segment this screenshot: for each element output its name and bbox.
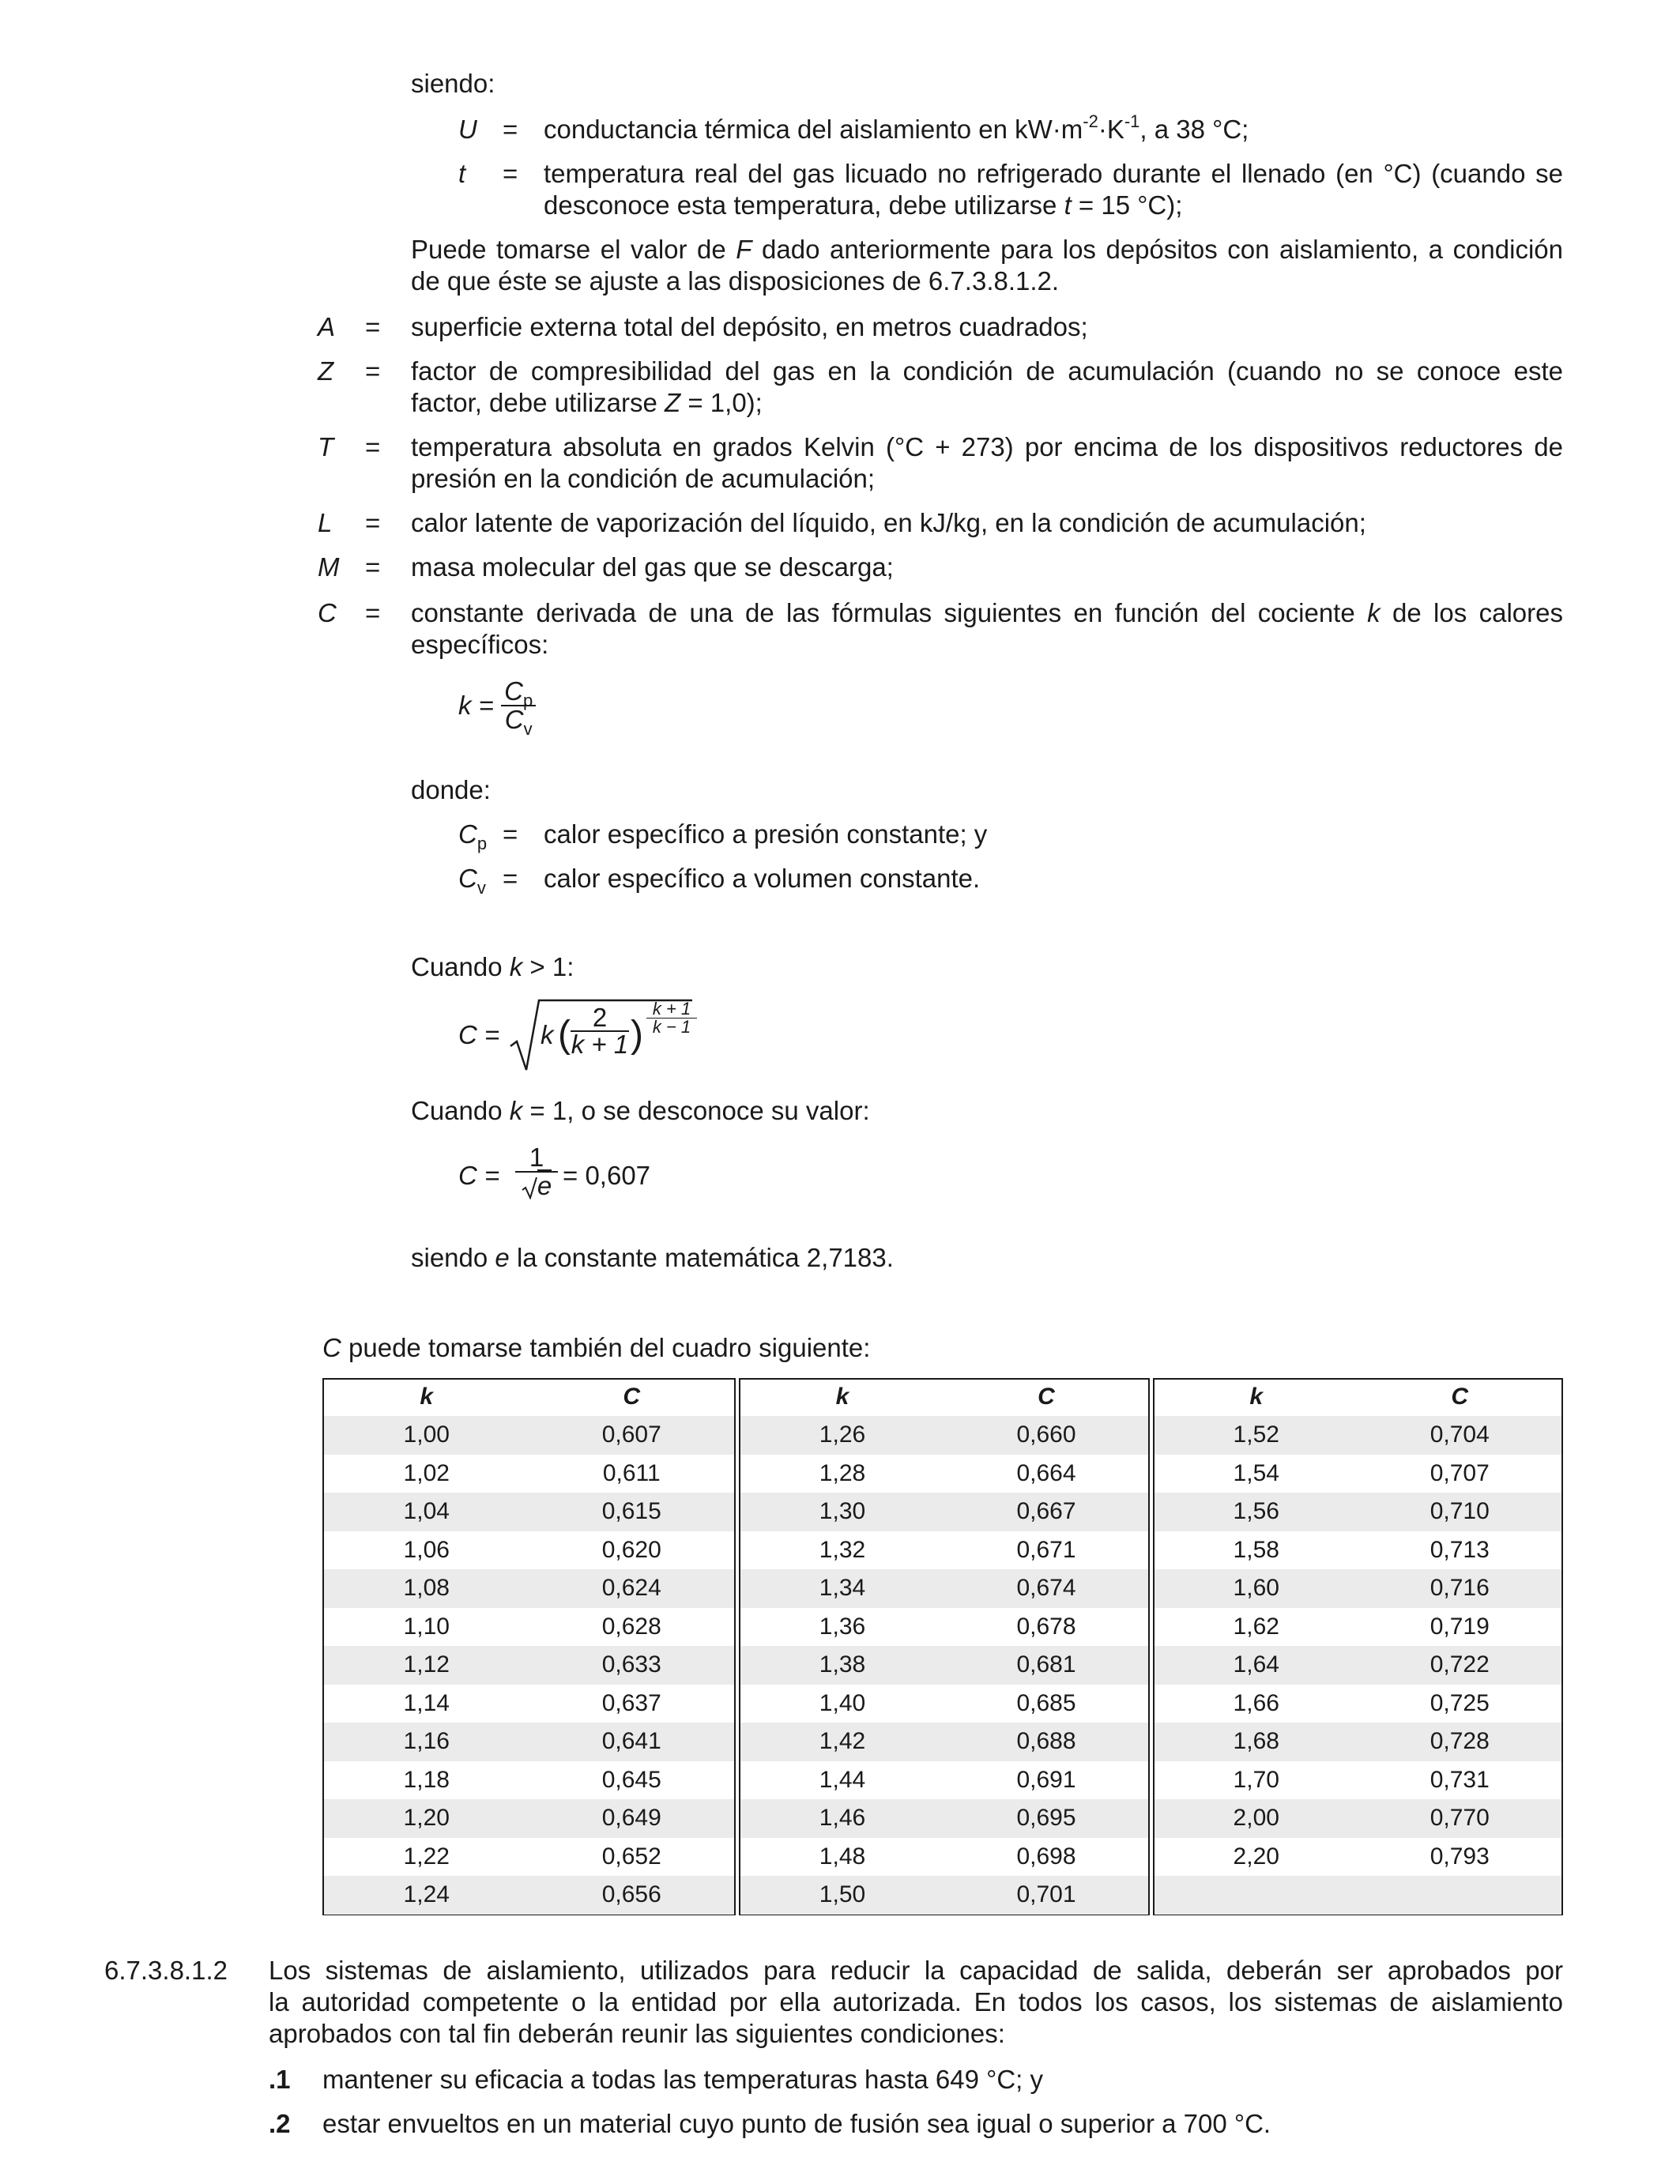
case-k-equals-1: Cuando k = 1, o se desconoce su valor: bbox=[411, 1096, 870, 1125]
table-row: 1,08 0,624 bbox=[324, 1569, 734, 1608]
table-block-3 bbox=[1153, 1378, 1563, 1915]
table-block-2 bbox=[739, 1378, 1150, 1915]
table-row: 1,28 0,664 bbox=[819, 1459, 1076, 1486]
table-row: 1,30 0,667 bbox=[740, 1493, 1148, 1531]
table-row: 1,36 0,678 bbox=[819, 1613, 1076, 1640]
table-row: 1,12 0,633 bbox=[324, 1646, 734, 1685]
list-item: mantener su eficacia a todas las temperaturas hasta 649 °C; y bbox=[322, 2065, 1044, 2094]
table-row: 1,14 0,637 bbox=[403, 1689, 661, 1716]
list-item: estar envueltos en un material cuyo punto de fusión sea igual o superior a 700 °C. bbox=[322, 2109, 1271, 2138]
table-row: 1,20 0,649 bbox=[324, 1799, 734, 1838]
table-row: 1,48 0,698 bbox=[819, 1843, 1076, 1870]
table-row: 1,46 0,695 bbox=[740, 1799, 1148, 1838]
table-row: 1,64 0,722 bbox=[1155, 1646, 1561, 1685]
table-header: k C bbox=[324, 1380, 734, 1418]
list-item-number: .2 bbox=[269, 2109, 291, 2138]
sqrt-sign-small bbox=[522, 1176, 537, 1199]
table-row: 2,20 0,793 bbox=[1233, 1843, 1490, 1870]
table-row: 1,00 0,607 bbox=[324, 1416, 734, 1455]
table-row: 1,04 0,615 bbox=[324, 1493, 734, 1531]
table-row: 1,58 0,713 bbox=[1233, 1536, 1490, 1563]
c-values-table bbox=[322, 1378, 1563, 1917]
table-row: 2,00 0,770 bbox=[1155, 1799, 1561, 1838]
table-row: 1,50 0,701 bbox=[740, 1876, 1148, 1915]
table-row: 1,44 0,691 bbox=[819, 1766, 1076, 1793]
k-formula: k = $\frac{C_p}{C_v}$ bbox=[458, 678, 536, 733]
list-item-number: .1 bbox=[269, 2065, 291, 2094]
table-row: 1,06 0,620 bbox=[403, 1536, 661, 1563]
table-row: 1,38 0,681 bbox=[740, 1646, 1148, 1685]
table-row: 1,22 0,652 bbox=[403, 1843, 661, 1870]
table-header: k C bbox=[1155, 1380, 1561, 1418]
e-constant-note: siendo e la constante matemática 2,7183. bbox=[411, 1243, 894, 1272]
table-row: 1,10 0,628 bbox=[403, 1613, 661, 1640]
table-row: 1,18 0,645 bbox=[403, 1766, 661, 1793]
table-row: 1,24 0,656 bbox=[324, 1876, 734, 1915]
case-k-greater-1: Cuando k > 1: bbox=[411, 952, 574, 981]
table-header: k C bbox=[740, 1380, 1148, 1418]
section-line-2: la autoridad competente o la entidad por ella autorizada. En todos los casos, los sistemas de aislamiento bbox=[269, 1987, 1563, 2016]
table-row: 1,02 0,611 bbox=[403, 1459, 661, 1486]
table-row: 1,16 0,641 bbox=[324, 1723, 734, 1761]
table-row: 1,54 0,707 bbox=[1233, 1459, 1490, 1486]
symbol-t: t bbox=[458, 159, 466, 188]
definition-U-text: conductancia térmica del aislamiento en $kW\cdot m^{-2}\cdot K^{-1}$, a 38 °C; bbox=[544, 111, 1249, 144]
donde-label: donde: bbox=[411, 775, 491, 804]
section-line-3: aprobados con tal fin deberán reunir las siguientes condiciones: bbox=[269, 2019, 1005, 2048]
table-row: 1,32 0,671 bbox=[819, 1536, 1076, 1563]
table-row: 1,34 0,674 bbox=[740, 1569, 1148, 1608]
formula-k-equals-1: C = 1 e = 0,607 bbox=[458, 1143, 651, 1200]
table-intro: C puede tomarse también del cuadro siguiente: bbox=[322, 1333, 871, 1362]
table-row: 1,62 0,719 bbox=[1233, 1613, 1490, 1640]
section-number: 6.7.3.8.1.2 bbox=[104, 1956, 228, 1985]
table-row: 1,66 0,725 bbox=[1233, 1689, 1490, 1716]
table-row: 1,70 0,731 bbox=[1233, 1766, 1490, 1793]
siendo-label: siendo: bbox=[411, 69, 495, 98]
table-row: 1,42 0,688 bbox=[740, 1723, 1148, 1761]
section-line-1: Los sistemas de aislamiento, utilizados para reducir la capacidad de salida, deberán ser aprobados por bbox=[269, 1956, 1563, 1985]
table-block-1 bbox=[322, 1378, 736, 1915]
symbol-U: U bbox=[458, 115, 477, 144]
table-row: 1,68 0,728 bbox=[1155, 1723, 1561, 1761]
table-row: 1,26 0,660 bbox=[740, 1416, 1148, 1455]
table-row: 1,52 0,704 bbox=[1155, 1416, 1561, 1455]
table-row: 1,40 0,685 bbox=[819, 1689, 1076, 1716]
table-row: 1,56 0,710 bbox=[1155, 1493, 1561, 1531]
table-row: 1,60 0,716 bbox=[1155, 1569, 1561, 1608]
table-row bbox=[1155, 1876, 1561, 1915]
formula-k-greater-1: C = k ( 2 k + 1 ) k + 1 k − 1 bbox=[458, 997, 711, 1073]
